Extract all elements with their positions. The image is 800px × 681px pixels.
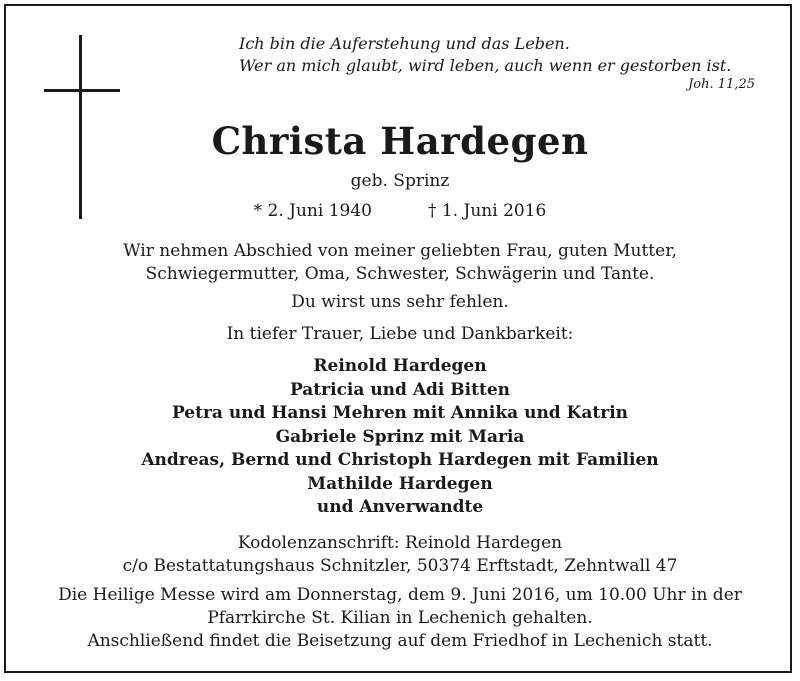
farewell-text <box>0 240 800 286</box>
quote-line-1: Ich bin die Auferstehung und das Leben. <box>239 34 570 53</box>
address-line: c/o Bestattatungshaus Schnitzler, 50374 Erftstadt, Zehntwall 47 <box>122 556 678 576</box>
family-member: und Anverwandte <box>316 497 484 517</box>
mass-announcement <box>0 584 800 653</box>
family-member: Patricia und Adi Bitten <box>289 379 511 400</box>
mass-line: Pfarrkirche St. Kilian in Lechenich gehalten. <box>207 608 593 628</box>
family-member: Gabriele Sprinz mit Maria <box>275 426 525 447</box>
quote-reference: Joh. 11,25 <box>688 77 755 92</box>
family-member: Reinold Hardegen <box>313 356 487 376</box>
mourning-line: In tiefer Trauer, Liebe und Dankbarkeit: <box>226 324 574 344</box>
quote-line-2: Wer an mich glaubt, wird leben, auch wenn er gestorben ist. <box>239 56 732 75</box>
farewell-line: Schwiegermutter, Oma, Schwester, Schwägerin und Tante. <box>145 264 655 284</box>
family-list <box>0 355 800 520</box>
birth-date: * 2. Juni 1940 <box>253 201 372 221</box>
farewell-line: Wir nehmen Abschied von meiner geliebten Frau, guten Mutter, <box>123 241 677 261</box>
family-member: Andreas, Bernd und Christoph Hardegen mit Familien <box>141 450 659 470</box>
family-member: Mathilde Hardegen <box>307 473 493 494</box>
cross-horizontal-bar <box>44 89 120 92</box>
mass-line: Anschließend findet die Beisetzung auf dem Friedhof in Lechenich statt. <box>87 631 713 651</box>
condolence-address <box>0 532 800 578</box>
deceased-name: Christa Hardegen <box>211 119 589 163</box>
miss-line: Du wirst uns sehr fehlen. <box>291 292 509 312</box>
birth-name: geb. Sprinz <box>350 171 450 191</box>
family-member: Petra und Hansi Mehren mit Annika und Katrin <box>171 403 629 423</box>
life-dates <box>0 200 800 222</box>
mass-line: Die Heilige Messe wird am Donnerstag, dem 9. Juni 2016, um 10.00 Uhr in der <box>58 585 742 605</box>
death-date: † 1. Juni 2016 <box>428 201 547 221</box>
bible-quote <box>150 33 755 93</box>
address-line: Kodolenzanschrift: Reinold Hardegen <box>237 533 563 553</box>
